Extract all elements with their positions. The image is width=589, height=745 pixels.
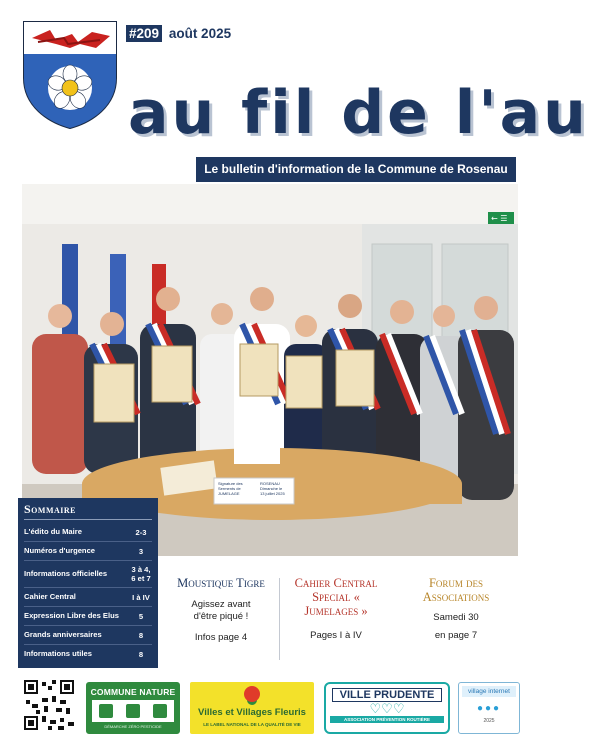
summary-item xyxy=(24,561,152,588)
village-internet-year: 2025 xyxy=(483,718,495,724)
summary-item-label: Informations officielles xyxy=(24,569,108,578)
summary-item-label: Numéros d'urgence xyxy=(24,546,96,555)
summary-item-pages: 5 xyxy=(138,611,144,621)
card-line-4: ROSENAU xyxy=(260,481,280,486)
feature-cahier-central xyxy=(284,576,388,642)
exit-sign-text: ← ☰ xyxy=(491,214,508,223)
summary-heading: Sommaire xyxy=(24,502,152,520)
summary-item-pages: 8 xyxy=(138,649,144,659)
feature-title: Forum des Associations xyxy=(422,576,490,604)
summary-item-label: L'édito du Maire xyxy=(24,527,82,536)
feature-page-ref: Infos page 4 xyxy=(194,632,248,643)
feature-text: Samedi 30 xyxy=(433,612,479,623)
masthead-title: au fil de l'au xyxy=(128,78,589,148)
summary-item-label: Cahier Central xyxy=(24,592,76,601)
summary-item xyxy=(24,626,152,645)
summary-item xyxy=(24,523,152,542)
card-line-5: Dimanche le xyxy=(260,486,283,491)
summary-item xyxy=(24,542,152,561)
summary-box xyxy=(18,498,158,668)
feature-forum-associations xyxy=(396,576,516,642)
masthead-subtitle: Le bulletin d'information de la Commune de Rosenau xyxy=(196,157,516,182)
villes-fleuris-logo xyxy=(190,682,314,734)
column-divider xyxy=(279,578,280,660)
card-line-3: JUMELAGE xyxy=(218,491,240,496)
issue-number: #209 xyxy=(126,25,162,42)
at-rating-icon: ●●● xyxy=(476,703,502,714)
rosenau-coat-of-arms xyxy=(20,18,120,130)
summary-item-pages: 3 xyxy=(138,546,144,556)
summary-item xyxy=(24,588,152,607)
feature-text: d'être piqué ! xyxy=(193,611,249,622)
ville-prudente-title: VILLE PRUDENTE xyxy=(332,688,442,702)
commune-nature-logo xyxy=(86,682,180,734)
villes-fleuris-caption: LE LABEL NATIONAL DE LA QUALITÉ DE VIE xyxy=(203,722,301,727)
qr-code-icon[interactable] xyxy=(24,680,74,730)
issue-info xyxy=(126,26,231,41)
ville-prudente-caption: ASSOCIATION PRÉVENTION ROUTIÈRE xyxy=(330,716,444,723)
summary-item-pages: 2-3 xyxy=(135,527,147,537)
summary-item-pages: I à IV xyxy=(132,592,150,602)
dragonfly-icon xyxy=(153,704,167,718)
summary-item-pages: 8 xyxy=(138,630,144,640)
feature-text: Agissez avant xyxy=(191,599,251,610)
hearts-icon: ♡♡♡ xyxy=(369,701,405,716)
card-line-6: 13 juillet 2025 xyxy=(260,491,285,496)
summary-item-label: Informations utiles xyxy=(24,649,92,658)
villes-fleuris-title: Villes et Villages Fleuris xyxy=(198,707,306,718)
card-line-1: Signature des xyxy=(218,481,243,486)
feature-title: Cahier Central Special « Jumelages » xyxy=(294,576,378,618)
table-name-card xyxy=(214,478,294,504)
feature-moustique-tigre xyxy=(166,576,276,644)
dragonfly-icons xyxy=(92,700,174,722)
village-internet-title: village internet xyxy=(462,686,516,697)
flower-icon xyxy=(244,686,260,702)
dragonfly-icon xyxy=(99,704,113,718)
village-internet-logo xyxy=(458,682,520,734)
summary-item-label: Grands anniversaires xyxy=(24,630,102,639)
card-line-2: Serments de xyxy=(218,486,241,491)
feature-page-ref: Pages I à IV xyxy=(310,630,362,641)
dragonfly-icon xyxy=(126,704,140,718)
summary-item-label: Expression Libre des Elus xyxy=(24,611,119,620)
summary-item xyxy=(24,607,152,626)
commune-nature-caption: DÉMARCHE ZÉRO PESTICIDE xyxy=(104,724,162,729)
summary-item-pages: 3 à 4, 6 et 7 xyxy=(131,565,151,583)
issue-date: août 2025 xyxy=(168,26,232,41)
commune-nature-title: COMMUNE NATURE xyxy=(88,684,178,697)
feature-title: Moustique Tigre xyxy=(177,576,265,590)
ville-prudente-logo xyxy=(324,682,450,734)
feature-page-ref: en page 7 xyxy=(434,630,478,641)
summary-item xyxy=(24,645,152,663)
